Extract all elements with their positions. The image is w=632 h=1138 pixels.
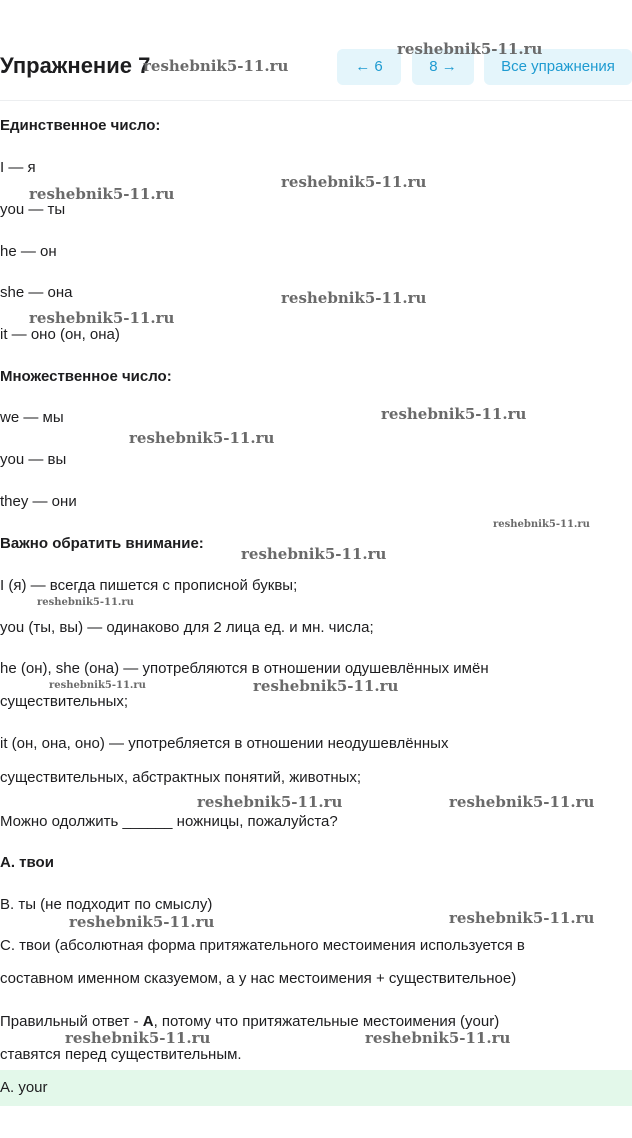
watermark: reshebnik5-11.ru: [143, 57, 289, 75]
pronoun-line: she — она: [0, 284, 73, 301]
all-exercises-button[interactable]: Все упражнения: [484, 49, 632, 85]
watermark: reshebnik5-11.ru: [493, 519, 590, 530]
header-divider: [0, 100, 632, 101]
watermark: reshebnik5-11.ru: [69, 913, 215, 931]
watermark: reshebnik5-11.ru: [253, 677, 399, 695]
plural-heading: Множественное число:: [0, 368, 172, 385]
watermark: reshebnik5-11.ru: [449, 909, 595, 927]
question-text: Можно одолжить ______ ножницы, пожалуйста?: [0, 813, 338, 830]
note-line: you (ты, вы) — одинаково для 2 лица ед. и мн. числа;: [0, 619, 374, 636]
note-line: существительных, абстрактных понятий, животных;: [0, 769, 362, 786]
watermark: reshebnik5-11.ru: [281, 289, 427, 307]
pronoun-line: he — он: [0, 243, 57, 260]
option-c: C. твои (абсолютная форма притяжательного местоимения используется в: [0, 937, 525, 954]
explanation-rest: , потому что притяжательные местоимения (your): [153, 1013, 500, 1030]
watermark: reshebnik5-11.ru: [37, 597, 134, 608]
watermark: reshebnik5-11.ru: [29, 185, 175, 203]
prev-exercise-button[interactable]: ← 6: [337, 49, 401, 85]
watermark: reshebnik5-11.ru: [197, 793, 343, 811]
pronoun-line: they — они: [0, 493, 77, 510]
watermark: reshebnik5-11.ru: [49, 680, 146, 691]
explanation-line: ставятся перед существительным.: [0, 1046, 242, 1063]
note-line: I (я) — всегда пишется с прописной буквы;: [0, 577, 298, 594]
pronoun-line: we — мы: [0, 409, 64, 426]
watermark: reshebnik5-11.ru: [281, 173, 427, 191]
option-c-continued: составном именном сказуемом, а у нас местоимения + существительное): [0, 970, 517, 987]
explanation-prefix: Правильный ответ -: [0, 1013, 143, 1030]
explanation-line: [0, 1012, 499, 1032]
option-b: B. ты (не подходит по смыслу): [0, 896, 213, 913]
watermark: reshebnik5-11.ru: [365, 1029, 511, 1047]
note-line: it (он, она, оно) — употребляется в отношении неодушевлённых: [0, 735, 449, 752]
pronoun-line: you — вы: [0, 451, 67, 468]
page-title: Упражнение 7: [0, 53, 151, 78]
next-exercise-button[interactable]: 8 →: [412, 49, 474, 85]
option-a: A. твои: [0, 854, 54, 871]
singular-heading: Единственное число:: [0, 117, 161, 134]
note-heading: Важно обратить внимание:: [0, 535, 204, 552]
answer-text: A. your: [0, 1079, 48, 1096]
pronoun-line: it — оно (он, она): [0, 326, 120, 343]
watermark: reshebnik5-11.ru: [65, 1029, 211, 1047]
watermark: reshebnik5-11.ru: [129, 429, 275, 447]
watermark: reshebnik5-11.ru: [241, 545, 387, 563]
watermark: reshebnik5-11.ru: [381, 405, 527, 423]
pronoun-line: I — я: [0, 159, 36, 176]
note-line: существительных;: [0, 693, 129, 710]
watermark: reshebnik5-11.ru: [449, 793, 595, 811]
exercise-header: [0, 45, 632, 87]
watermark: reshebnik5-11.ru: [397, 40, 543, 58]
pronoun-line: you — ты: [0, 201, 66, 218]
watermark: reshebnik5-11.ru: [29, 309, 175, 327]
answer-box: [0, 1070, 632, 1106]
note-line: he (он), she (она) — употребляются в отношении одушевлённых имён: [0, 660, 489, 677]
explanation-answer-letter: A: [142, 1013, 154, 1030]
previous-text-fragment: [0, 0, 632, 6]
